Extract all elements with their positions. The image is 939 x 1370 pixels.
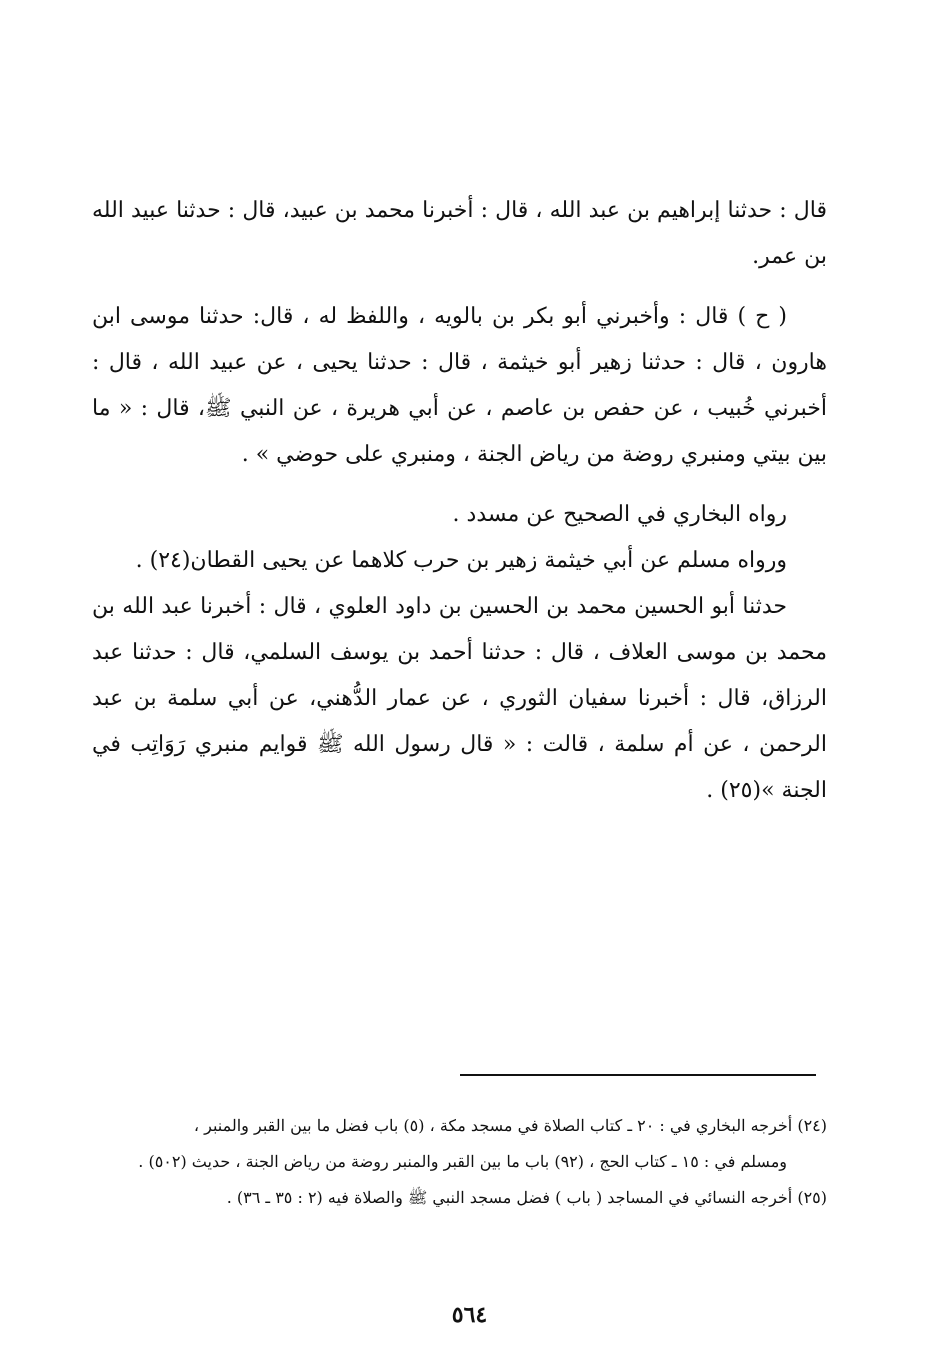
paragraph-hadith-2: حدثنا أبو الحسين محمد بن الحسين بن داود العلوي ، قال : أخبرنا عبد الله بن محمد بن موسى العلاف ، قال : حدثنا أحمد بن يوسف السلمي، قال : حدثنا عبد الرزاق، قال : أخبرنا سفيان الثوري ، عن عمار الدُّهني، عن أبي سلمة بن عبد الرحمن ، عن أم سلمة ، قالت : « قال رسول الله ﷺ قوايم منبري رَوَاتِب في الجنة »(٢٥) .	[92, 594, 827, 803]
main-text	[92, 188, 827, 814]
paragraph-isnad-1: قال : حدثنا إبراهيم بن عبد الله ، قال : أخبرنا محمد بن عبيد، قال : حدثنا عبيد الله بن عمر.	[92, 198, 827, 269]
footnotes	[92, 1108, 827, 1216]
page-number: ٥٦٤	[451, 1302, 488, 1328]
footnote-24: (٢٤) أخرجه البخاري في : ٢٠ ـ كتاب الصلاة في مسجد مكة ، (٥) باب فضل ما بين القبر والمنبر ،	[193, 1116, 827, 1135]
paragraph-bukhari-note: رواه البخاري في الصحيح عن مسدد .	[452, 502, 787, 527]
footnote-24-continuation: ومسلم في : ١٥ ـ كتاب الحج ، (٩٢) باب ما بين القبر والمنبر روضة من رياض الجنة ، حديث (٥٠٢) .	[138, 1152, 787, 1171]
footnote-25: (٢٥) أخرجه النسائي في المساجد ( باب ) فضل مسجد النبي ﷺ والصلاة فيه (٢ : ٣٥ ـ ٣٦) .	[226, 1188, 827, 1207]
paragraph-isnad-2: ( ح ) قال : وأخبرني أبو بكر بن بالويه ، واللفظ له ، قال: حدثنا موسى ابن هارون ، قال : حدثنا زهير أبو خيثمة ، قال : حدثنا يحيى ، عن عبيد الله ، قال : أخبرني خُبيب ، عن حفص بن عاصم ، عن أبي هريرة ، عن النبي ﷺ، قال : « ما بين بيتي ومنبري روضة من رياض الجنة ، ومنبري على حوضي » .	[92, 304, 827, 467]
footnote-separator	[460, 1074, 816, 1076]
paragraph-muslim-note: ورواه مسلم عن أبي خيثمة زهير بن حرب كلاهما عن يحيى القطان(٢٤) .	[135, 548, 787, 573]
